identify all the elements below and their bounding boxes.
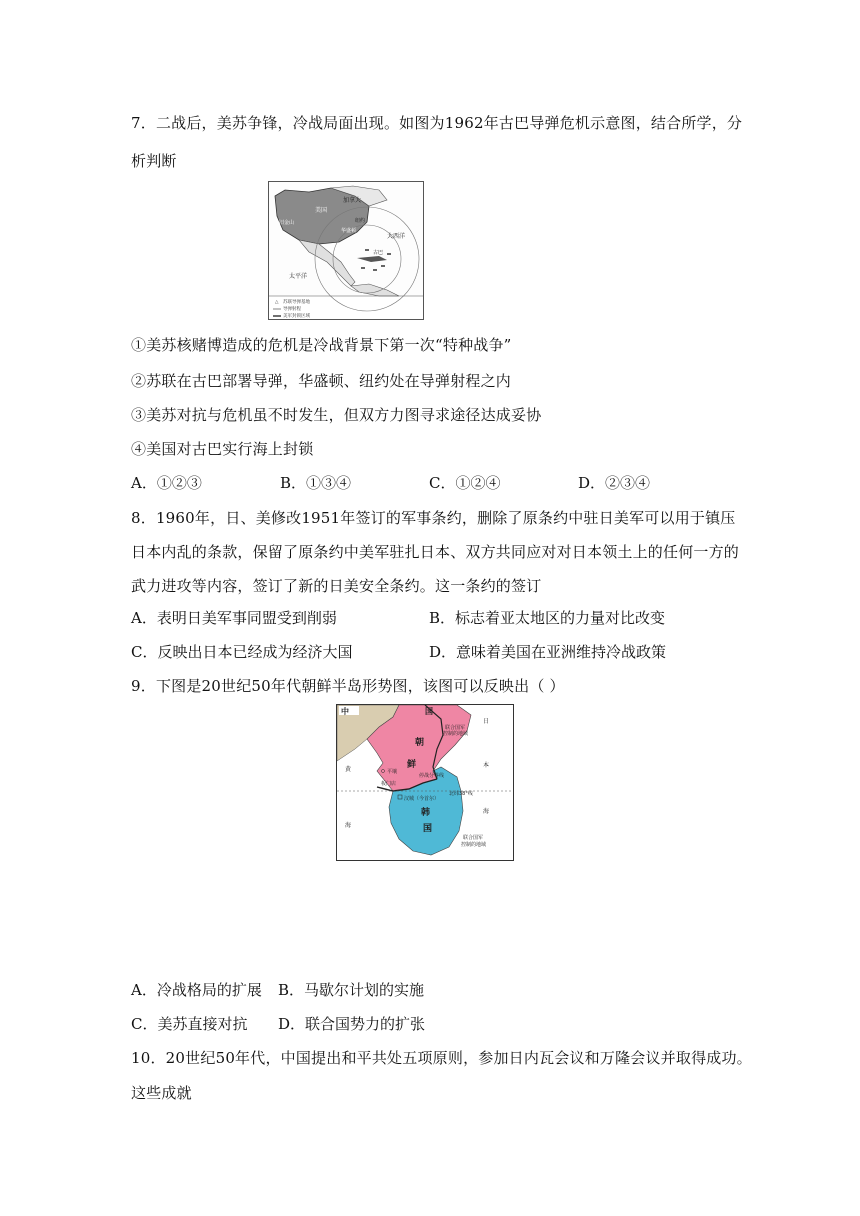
map2-label-japan-sea-1: 日 [483, 718, 490, 725]
map1-legend-base: 苏联导弹基地 [283, 300, 310, 305]
map2-label-yellow-sea-1: 黄 [345, 766, 352, 773]
q8-stem-line3: 武力进攻等内容，签订了新的日美安全条约。这一条约的签订 [131, 577, 542, 595]
q7-option-c[interactable]: C．①②④ [429, 474, 501, 492]
q7-stem-line1: 7．二战后，美苏争锋，冷战局面出现。如图为1962年古巴导弹危机示意图，结合所学，分 [131, 114, 743, 132]
map2-label-panmunjom: 板门店 [381, 781, 397, 787]
q7-option-a[interactable]: A．①②③ [131, 474, 202, 492]
map2-label-north-1: 朝 [415, 738, 425, 748]
map2-label-south-2: 国 [423, 824, 433, 834]
map2-label-seoul: 汉城（今首尔） [404, 796, 440, 802]
map1-label-cuba: 古巴 [373, 250, 384, 256]
q7-option-d[interactable]: D．②③④ [578, 474, 651, 492]
map2-label-japan-sea-3: 海 [483, 808, 490, 815]
q9-option-a[interactable]: A．冷战格局的扩展 [131, 981, 262, 999]
map1-label-pacific: 太平洋 [289, 273, 308, 280]
korean-peninsula-map [336, 704, 514, 861]
q7-item-4: ④美国对古巴实行海上封锁 [131, 440, 314, 458]
map2-label-china-2: 国 [425, 707, 433, 716]
q7-item-3: ③美苏对抗与危机虽不时发生，但双方力图寻求途径达成妥协 [131, 406, 542, 424]
map2-label-japan-sea-2: 本 [483, 762, 490, 769]
cuban-missile-crisis-map [268, 181, 424, 320]
map1-legend-blockade: 美军封锁区域 [283, 314, 310, 319]
q10-stem-line1: 10．20世纪50年代，中国提出和平共处五项原则，参加日内瓦会议和万隆会议并取得成功。 [131, 1049, 752, 1067]
map1-label-new-york: 纽约 [355, 218, 366, 224]
q7-stem-line2: 析判断 [131, 152, 177, 170]
map1-label-canada: 加拿大 [343, 197, 362, 204]
q8-option-b[interactable]: B．标志着亚太地区的力量对比改变 [429, 609, 666, 627]
q7-item-2: ②苏联在古巴部署导弹，华盛顿、纽约处在导弹射程之内 [131, 372, 512, 390]
map2-label-china-1: 中 [341, 707, 349, 716]
map2-label-un-area2-1: 联合国军 [463, 835, 484, 841]
map2-label-un-area-1: 联合国军 [445, 725, 466, 731]
map2-label-ceasefire: 停战分界线 [419, 773, 445, 779]
q7-option-b[interactable]: B．①③④ [280, 474, 352, 492]
map2-label-south-1: 韩 [421, 808, 431, 818]
map1-label-usa: 美国 [315, 207, 328, 214]
map2-label-pyongyang: 平壤 [387, 769, 398, 775]
map2-label-un-area-2: 控制的地域 [443, 731, 469, 737]
map2-label-un-area2-2: 控制的地域 [461, 842, 487, 848]
map1-label-washington: 华盛顿 [341, 228, 357, 234]
map1-label-atlantic: 大西洋 [387, 233, 406, 240]
map2-label-parallel: 北纬38°线 [449, 791, 473, 797]
q8-option-d[interactable]: D．意味着美国在亚洲维持冷战政策 [429, 643, 667, 661]
q9-stem: 9．下图是20世纪50年代朝鲜半岛形势图，该图可以反映出（ ） [131, 677, 565, 695]
q8-stem-line1: 8．1960年，日、美修改1951年签订的军事条约，删除了原条约中驻日美军可以用于镇压 [131, 509, 736, 527]
map1-legend-range: 导弹射程 [283, 307, 301, 312]
map1-label-san-francisco: 旧金山 [279, 220, 295, 226]
q9-option-b[interactable]: B．马歇尔计划的实施 [278, 981, 425, 999]
q8-option-a[interactable]: A．表明日美军事同盟受到削弱 [131, 609, 337, 627]
q9-option-c[interactable]: C．美苏直接对抗 [131, 1015, 248, 1033]
q7-item-1: ①美苏核赌博造成的危机是冷战背景下第一次“特种战争” [131, 336, 512, 354]
svg-text:△: △ [275, 300, 279, 305]
q9-option-d[interactable]: D．联合国势力的扩张 [278, 1015, 426, 1033]
map2-label-north-2: 鲜 [407, 760, 417, 770]
q10-stem-line2: 这些成就 [131, 1084, 192, 1102]
q8-option-c[interactable]: C．反映出日本已经成为经济大国 [131, 643, 353, 661]
q8-stem-line2: 日本内乱的条款，保留了原条约中美军驻扎日本、双方共同应对对日本领土上的任何一方的 [131, 543, 740, 561]
map2-label-yellow-sea-2: 海 [345, 822, 352, 829]
